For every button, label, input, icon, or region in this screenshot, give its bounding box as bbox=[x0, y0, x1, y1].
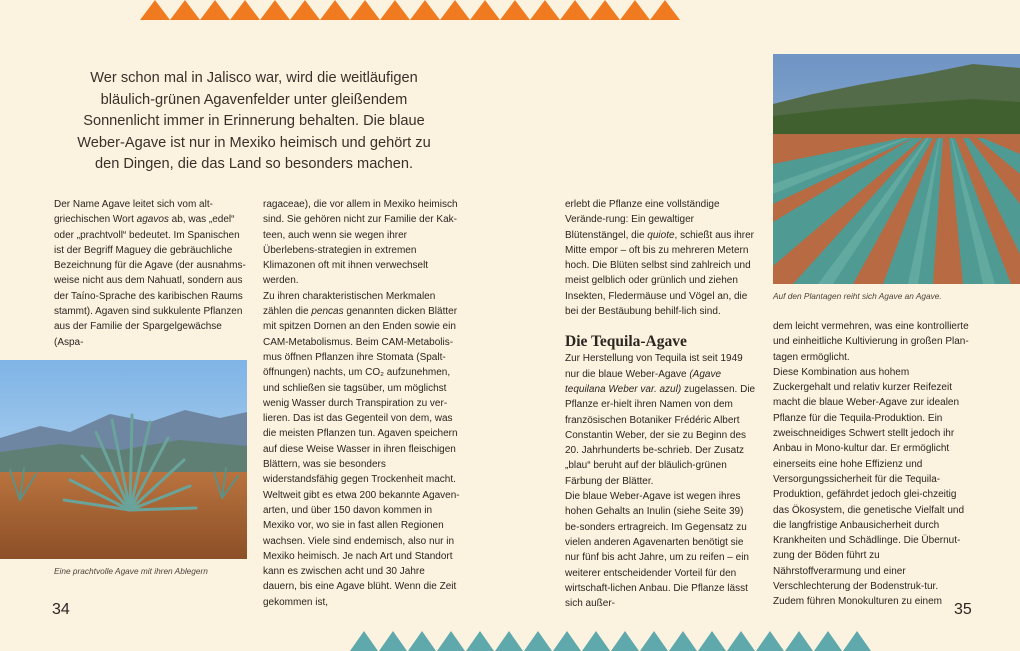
zigzag-triangle bbox=[290, 0, 320, 20]
zigzag-triangle bbox=[140, 0, 170, 20]
caption-left: Eine prachtvolle Agave mit ihren Ablegern bbox=[54, 566, 208, 576]
zigzag-triangle bbox=[553, 631, 581, 651]
zigzag-triangle bbox=[200, 0, 230, 20]
top-zigzag-border bbox=[140, 0, 680, 22]
zigzag-triangle bbox=[698, 631, 726, 651]
zigzag-triangle bbox=[669, 631, 697, 651]
zigzag-triangle bbox=[590, 0, 620, 20]
zigzag-triangle bbox=[560, 0, 590, 20]
zigzag-triangle bbox=[440, 0, 470, 20]
page-number-left: 34 bbox=[52, 601, 70, 618]
col2-paragraph-3: Weltweit gibt es etwa 200 bekannte Agaven-arten, und über 150 davon kommen in Mexiko vor, wo sie in fast allen Regionen wachsen. Viele sind endemisch, also nur in Mexiko heimisch. Je nach Art und Standort kann es zwischen acht und 30 Jahre dauern, bis eine Agave blüht. Wenn die Zeit gekommen ist, bbox=[263, 489, 460, 608]
zigzag-triangle bbox=[530, 0, 560, 20]
zigzag-triangle bbox=[611, 631, 639, 651]
zigzag-triangle bbox=[640, 631, 668, 651]
zigzag-triangle bbox=[650, 0, 680, 20]
caption-right: Auf den Plantagen reiht sich Agave an Agave. bbox=[773, 291, 942, 301]
column-3 bbox=[565, 197, 757, 611]
agave-photo-left bbox=[0, 360, 247, 559]
col4-paragraph-1: dem leicht vermehren, was eine kontrollierte und einheitliche Kultivierung in großen Plan-tagen ermöglicht. bbox=[773, 321, 969, 363]
bottom-zigzag-border bbox=[350, 629, 880, 651]
zigzag-triangle bbox=[437, 631, 465, 651]
zigzag-triangle bbox=[408, 631, 436, 651]
zigzag-triangle bbox=[620, 0, 650, 20]
zigzag-triangle bbox=[320, 0, 350, 20]
zigzag-triangle bbox=[785, 631, 813, 651]
zigzag-triangle bbox=[410, 0, 440, 20]
zigzag-triangle bbox=[495, 631, 523, 651]
zigzag-triangle bbox=[379, 631, 407, 651]
col1-paragraph-1: Der Name Agave leitet sich vom alt-griechischen Wort agavos ab, was „edel“ oder „prachtvoll“ bedeutet. Im Spanischen ist der Begriff Maguey die gebräuchliche Bezeichnung für die Agave (der ausnahms-weise nicht aus dem Nahuatl, sondern aus der Taíno-Sprache des karibischen Raums stammt). Agaven sind sukkulente Pflanzen aus der Familie der Spargelgewächse (Aspa- bbox=[54, 199, 246, 348]
zigzag-triangle bbox=[350, 0, 380, 20]
column-4 bbox=[773, 319, 969, 610]
col3-paragraph-2: Zur Herstellung von Tequila ist seit 1949 nur die blaue Weber-Agave (Agave tequilana Weber var. azul) zugelassen. Die Pflanze er-hielt ihren Namen von dem französischen Botaniker Frédéric Albert Constantin Weber, der sie zu Beginn des 20. Jahrhunderts be-schrieb. Der Zusatz „blau“ beruht auf der bläulich-grünen Färbung der Blätter. bbox=[565, 353, 756, 487]
zigzag-triangle bbox=[524, 631, 552, 651]
zigzag-triangle bbox=[814, 631, 842, 651]
col2-paragraph-2: Zu ihren charakteristischen Merkmalen zählen die pencas genannten dicken Blätter mit spitzen Dornen an den Enden sowie ein CAM-Metabolismus. Beim CAM-Metabolis-mus öffnen Pflanzen ihre Stomata (Spalt-öffnungen) nachts, um CO₂ aufzunehmen, und schließen sie tagsüber, um möglichst wenig Wasser durch Transpiration zu ver-lieren. Das ist das Gegenteil von dem, was die meisten Pflanzen tun. Agaven speichern auf diese Weise Wasser in ihren fleischigen Blättern, was sie besonders widerstandsfähig gegen Trockenheit macht. bbox=[263, 290, 458, 486]
zigzag-triangle bbox=[380, 0, 410, 20]
col4-paragraph-2: Diese Kombination aus hohem Zuckergehalt und relativ kurzer Reifezeit macht die blaue Weber-Agave zur idealen Pflanze für die Tequila-Produktion. Ein zweischneidiges Schwert stellt jedoch ihr Anbau in Mono-kultur dar. Er ermöglicht einerseits eine hohe Effizienz und Versorgungssicherheit für die Tequila-Produktion, gefährdet jedoch glei-chzeitig das Ökosystem, die genetische Vielfalt und die langfristige Anbausicherheit durch Krankheiten und Schädlinge. Die Übernut-zung der Böden führt zu Nährstoffverarmung und einer Verschlechterung der Bodenstruk-tur. Zudem führen Monokulturen zu einem bbox=[773, 366, 965, 608]
zigzag-triangle bbox=[170, 0, 200, 20]
zigzag-triangle bbox=[260, 0, 290, 20]
zigzag-triangle bbox=[727, 631, 755, 651]
zigzag-triangle bbox=[230, 0, 260, 20]
zigzag-triangle bbox=[756, 631, 784, 651]
page-number-right: 35 bbox=[954, 601, 972, 618]
col3-paragraph-1: erlebt die Pflanze eine vollständige Verände-rung: Ein gewaltiger Blütenstängel, die quiote, schießt aus ihrer Mitte empor – oft bis zu mehreren Metern hoch. Die Blüten selbst sind zahlreich und meist gelblich oder grünlich und ziehen Insekten, Fledermäuse und Vögel an, die bei der Bestäubung behilf-lich sind. bbox=[565, 199, 755, 318]
zigzag-triangle bbox=[466, 631, 494, 651]
agave-plantation-photo bbox=[773, 54, 1020, 284]
zigzag-triangle bbox=[582, 631, 610, 651]
col2-paragraph-1: ragaceae), die vor allem in Mexiko heimisch sind. Sie gehören nicht zur Familie der Kak-teen, auch wenn sie wegen ihrer Überlebens-strategien in extremen Klimazonen oft mit ihnen verwechselt werden. bbox=[263, 199, 458, 287]
zigzag-triangle bbox=[350, 631, 378, 651]
zigzag-triangle bbox=[500, 0, 530, 20]
col3-paragraph-3: Die blaue Weber-Agave ist wegen ihres hohen Gehalts an Inulin (siehe Seite 39) be-sonders ertragreich. Im Gegensatz zu vielen anderen Agavenarten benötigt sie nur fünf bis acht Jahre, um zu reifen – ein weiterer entscheidender Vorteil für den wirtschaft-lichen Anbau. Die Pflanze lässt sich außer- bbox=[565, 491, 749, 610]
section-heading: Die Tequila-Agave bbox=[565, 333, 687, 351]
column-1 bbox=[54, 197, 246, 350]
zigzag-triangle bbox=[470, 0, 500, 20]
zigzag-triangle bbox=[843, 631, 871, 651]
intro-text: Wer schon mal in Jalisco war, wird die weitläufigen bläulich-grünen Agavenfelder unter gleißendem Sonnenlicht immer in Erinnerung behalten. Die blaue Weber-Agave ist nur in Mexiko heimisch und gehört zu den Dingen, die das Land so besonders machen. bbox=[77, 70, 431, 172]
column-2 bbox=[263, 197, 461, 610]
